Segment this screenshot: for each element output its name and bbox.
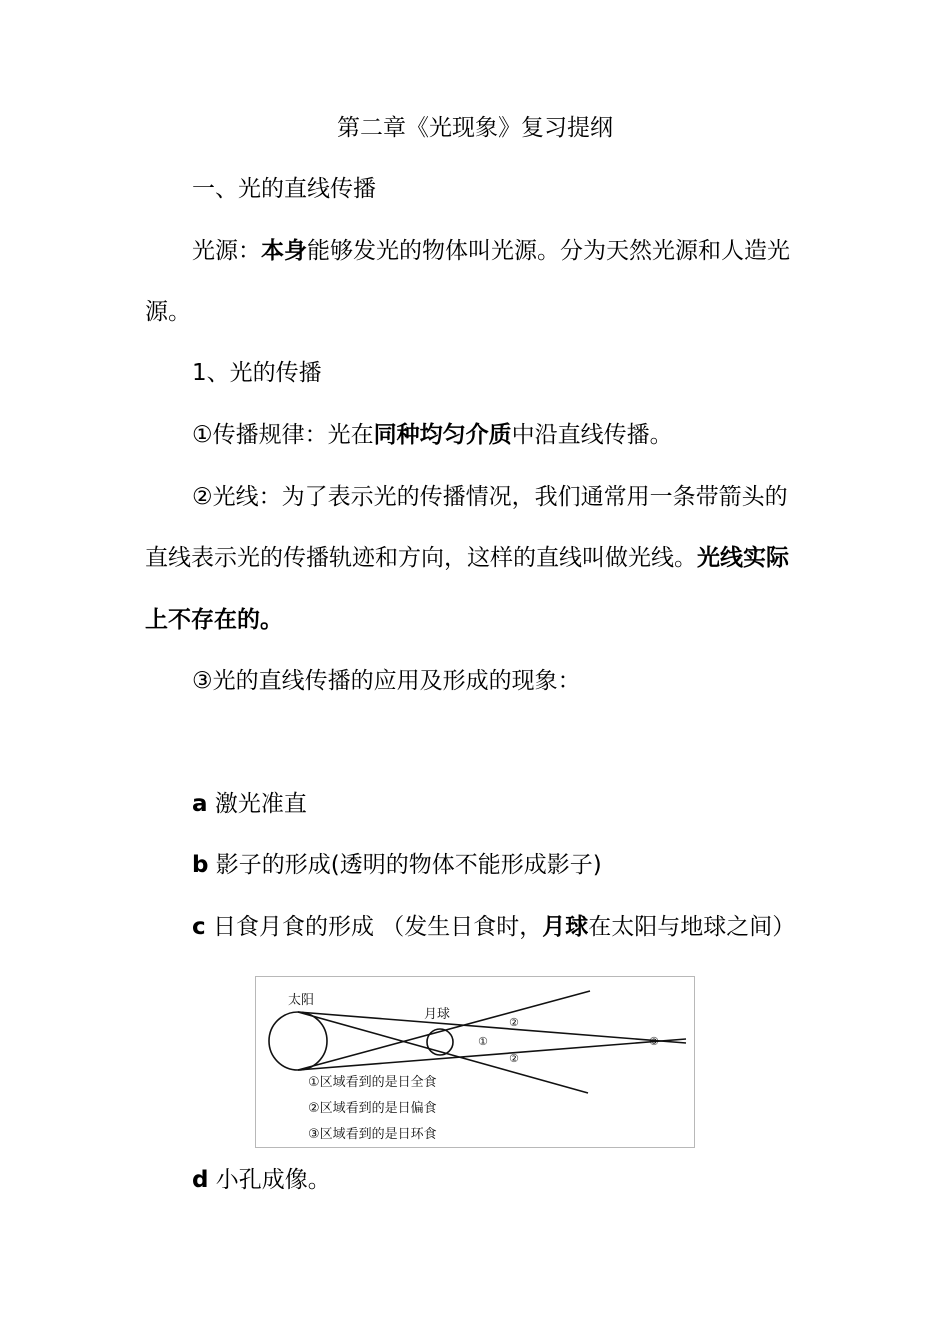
applications-heading: ③光的直线传播的应用及形成的现象：: [192, 668, 581, 694]
light-source-prefix: 光源：: [192, 238, 261, 264]
rule-prefix: ①传播规律：光在: [192, 422, 374, 448]
item-d-text: 小孔成像。: [208, 1167, 331, 1193]
propagation-rule: [192, 420, 673, 450]
page-title: 第二章《光现象》复习提纲: [337, 115, 613, 141]
ray-definition-line1: ②光线：为了表示光的传播情况，我们通常用一条带箭头的: [192, 484, 788, 510]
rule-suffix: 中沿直线传播。: [511, 422, 673, 448]
ray-definition-line3: [145, 605, 283, 635]
sun-circle: [269, 1012, 327, 1070]
ray-line3-bold: 上不存在的。: [145, 607, 283, 633]
eclipse-diagram: [255, 976, 695, 1148]
legend-item-3: ③区域看到的是日环食: [308, 1127, 437, 1142]
section-heading: 一、光的直线传播: [192, 176, 376, 202]
subsection-heading: 1、光的传播: [192, 360, 322, 386]
item-c-letter: c: [192, 914, 206, 940]
eclipse-drawing: [256, 977, 696, 1149]
light-source-bold: 本身: [261, 238, 307, 264]
list-item-c: [192, 912, 795, 942]
ray-line2-bold: 光线实际: [697, 545, 789, 571]
item-a-text: 激光准直: [207, 791, 307, 817]
region-3-label: ③: [649, 1035, 659, 1048]
legend-item-1: ①区域看到的是日全食: [308, 1075, 437, 1090]
rule-bold: 同种均匀介质: [373, 422, 512, 448]
light-source-paragraph: [192, 236, 790, 266]
list-item-d: [192, 1165, 331, 1195]
light-source-paragraph-cont: 源。: [145, 299, 191, 325]
ray-definition-line2: [145, 543, 789, 573]
sun-label: 太阳: [288, 993, 315, 1008]
item-b-letter: b: [192, 852, 209, 878]
region-1-label: ①: [478, 1035, 488, 1048]
item-c-bold: 月球: [542, 914, 589, 940]
list-item-a: [192, 789, 307, 819]
item-c-text1: 日食月食的形成 （发生日食时，: [205, 914, 543, 940]
region-2-lower-label: ②: [509, 1052, 519, 1065]
list-item-b: [192, 850, 602, 880]
legend-item-2: ②区域看到的是日偏食: [308, 1101, 437, 1116]
light-source-rest: 能够发光的物体叫光源。分为天然光源和人造光: [307, 238, 790, 264]
item-c-text2: 在太阳与地球之间）: [588, 914, 796, 940]
item-a-letter: a: [192, 791, 208, 817]
item-b-text: 影子的形成(透明的物体不能形成影子): [208, 852, 602, 878]
ray-line2-plain: 直线表示光的传播轨迹和方向，这样的直线叫做光线。: [145, 545, 697, 571]
item-d-letter: d: [192, 1167, 209, 1193]
region-2-upper-label: ②: [509, 1016, 519, 1029]
moon-label: 月球: [424, 1007, 451, 1022]
